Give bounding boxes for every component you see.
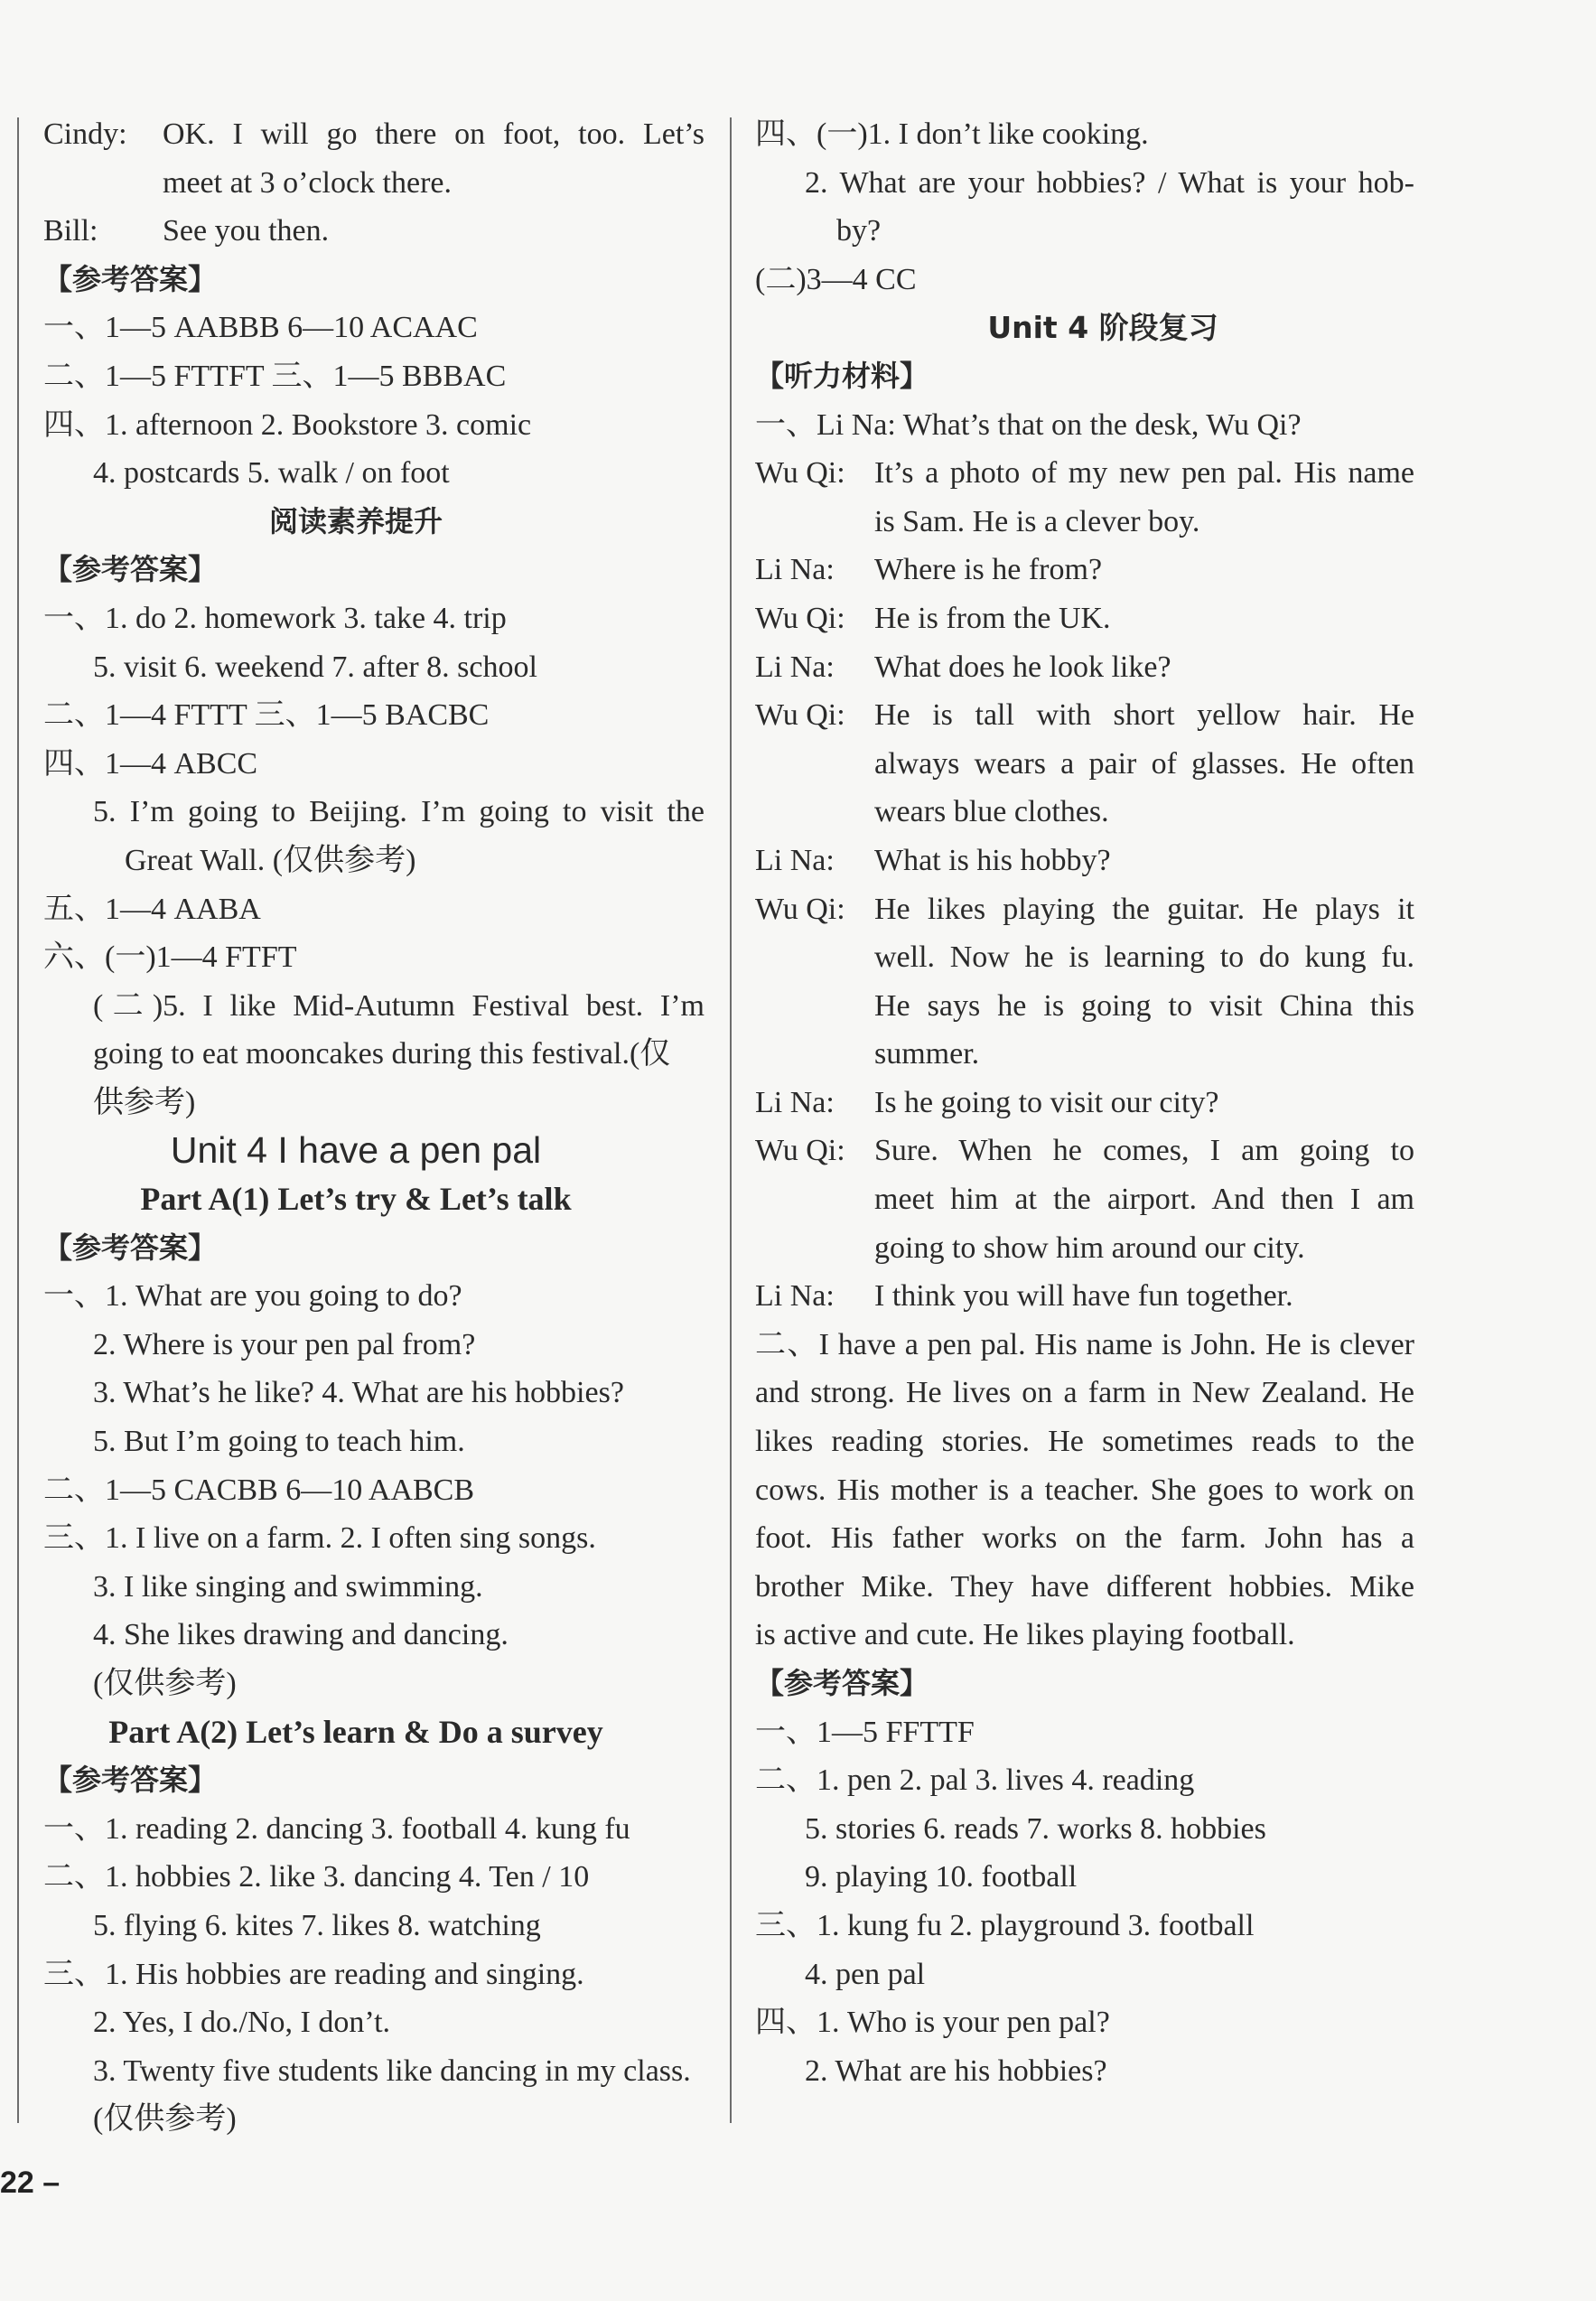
left-margin-rule: [17, 117, 19, 2123]
speaker: Li Na:: [755, 1085, 835, 1119]
answer-line: (仅供参考): [93, 2102, 237, 2137]
answer-line: 六、(一)1—4 FTFT: [43, 940, 297, 975]
passage-line: 二、I have a pen pal. His name is John. He is clever: [755, 1327, 1414, 1361]
answer-key-label: 【参考答案】: [43, 1230, 218, 1265]
answer-line: (二)5. I like Mid-Autumn Festival best. I’m: [93, 988, 705, 1023]
answer-line: 二、1. pen 2. pal 3. lives 4. reading: [755, 1763, 1195, 1798]
answer-line: 四、(一)1. I don’t like cooking.: [755, 117, 1149, 151]
dialog-text: wears blue clothes.: [874, 795, 1109, 829]
answer-line: 5. visit 6. weekend 7. after 8. school: [93, 650, 537, 684]
answer-line: 四、1. Who is your pen pal?: [755, 2006, 1110, 2040]
section-title: Unit 4 阶段复习: [987, 310, 1218, 346]
answer-line: 2. What are his hobbies?: [805, 2053, 1107, 2088]
dialog-text: Is he going to visit our city?: [874, 1085, 1219, 1119]
answer-line: 一、1. reading 2. dancing 3. football 4. kung fu: [43, 1811, 630, 1846]
speaker: Cindy:: [43, 117, 127, 151]
dialog-line: 一、Li Na: What’s that on the desk, Wu Qi?: [755, 407, 1302, 442]
answer-key-label: 【参考答案】: [43, 261, 218, 296]
answer-line: 一、1. do 2. homework 3. take 4. trip: [43, 601, 507, 635]
answer-line: 3. Twenty five students like dancing in my class.: [93, 2053, 691, 2088]
dialog-text: meet him at the airport. And then I am: [874, 1183, 1414, 1217]
dialog-text: going to show him around our city.: [874, 1230, 1305, 1265]
answer-line: 四、1. afternoon 2. Bookstore 3. comic: [43, 407, 532, 442]
dialog-text: summer.: [874, 1037, 980, 1071]
answer-key-label: 【参考答案】: [755, 1666, 929, 1700]
speaker: Li Na:: [755, 1279, 835, 1314]
speaker: Li Na:: [755, 843, 835, 877]
dialog-line: [755, 885, 1414, 934]
dialog-text: He is tall with short yellow hair. He: [874, 698, 1414, 733]
answer-line: 3. I like singing and swimming.: [93, 1569, 483, 1604]
answer-key-label: 【参考答案】: [43, 1763, 218, 1798]
dialog-text: well. Now he is learning to do kung fu.: [874, 940, 1414, 975]
answer-line: 二、1—4 FTTT 三、1—5 BACBC: [43, 698, 490, 733]
dialog-text: He says he is going to visit China this: [874, 988, 1414, 1023]
answer-line: 4. postcards 5. walk / on foot: [93, 456, 450, 491]
passage-line: is active and cute. He likes playing football.: [755, 1618, 1295, 1652]
dialog-line: [755, 933, 1414, 982]
answer-line: (二)3—4 CC: [755, 262, 917, 296]
dialog-text: He is from the UK.: [874, 601, 1111, 635]
speaker: Wu Qi:: [755, 1134, 845, 1168]
dialog-line: [755, 594, 1414, 643]
part-title: Part A(2) Let’s learn & Do a survey: [108, 1713, 603, 1750]
dialog-text: Sure. When he comes, I am going to: [874, 1134, 1414, 1168]
speaker: Wu Qi:: [755, 601, 845, 635]
unit-title: Unit 4 I have a pen pal: [170, 1129, 542, 1172]
answer-line: 4. She likes drawing and dancing.: [93, 1618, 509, 1652]
answer-line: 5. flying 6. kites 7. likes 8. watching: [93, 1908, 541, 1942]
speaker: Li Na:: [755, 553, 835, 587]
dialog-text: What is his hobby?: [874, 843, 1111, 877]
dialog-text: I think you will have fun together.: [874, 1279, 1293, 1314]
left-column: [43, 110, 705, 2144]
dialog-line: [755, 1272, 1414, 1321]
answer-line: 一、1—5 AABBB 6—10 ACAAC: [43, 311, 478, 345]
dialog-text: Where is he from?: [874, 553, 1103, 587]
answer-line: 四、1—4 ABCC: [43, 746, 258, 781]
answer-line: 2. Where is your pen pal from?: [93, 1327, 476, 1361]
dialog-line: [755, 1079, 1414, 1127]
answer-line: 5. stories 6. reads 7. works 8. hobbies: [805, 1811, 1266, 1846]
answer-line: 9. playing 10. football: [805, 1860, 1078, 1894]
answer-line: 5. I’m going to Beijing. I’m going to visit the: [93, 795, 705, 829]
answer-line: 二、1—5 FTTFT 三、1—5 BBBAC: [43, 359, 507, 393]
dialog-line: [755, 546, 1414, 594]
answer-line: Great Wall. (仅供参考): [125, 843, 416, 877]
dialog-text: See you then.: [163, 214, 330, 248]
dialog-text: meet at 3 o’clock there.: [163, 165, 453, 200]
passage-line: foot. His father works on the farm. John has a: [755, 1521, 1414, 1556]
right-column: [755, 110, 1414, 2095]
answer-line: 一、1. What are you going to do?: [43, 1279, 462, 1314]
answer-line: 一、1—5 FFTTF: [755, 1715, 975, 1749]
answer-key-label: 【参考答案】: [43, 552, 218, 587]
dialog-text: It’s a photo of my new pen pal. His name: [874, 456, 1414, 491]
part-title: Part A(1) Let’s try & Let’s talk: [140, 1181, 572, 1218]
passage-line: cows. His mother is a teacher. She goes to work on: [755, 1473, 1414, 1507]
speaker: Wu Qi:: [755, 892, 845, 926]
passage-line: and strong. He lives on a farm in New Zealand. He: [755, 1376, 1414, 1410]
answer-line: 3. What’s he like? 4. What are his hobbies?: [93, 1376, 624, 1410]
dialog-text: He likes playing the guitar. He plays it: [874, 892, 1414, 926]
dialog-line: [755, 449, 1414, 498]
speaker: Li Na:: [755, 650, 835, 684]
answer-line: 5. But I’m going to teach him.: [93, 1425, 465, 1459]
passage-line: brother Mike. They have different hobbies. Mike: [755, 1569, 1414, 1604]
listening-material-label: 【听力材料】: [755, 358, 929, 393]
dialog-line: [43, 207, 705, 256]
answer-line: 五、1—4 AABA: [43, 892, 261, 926]
answer-line: 4. pen pal: [805, 1957, 926, 1991]
answer-line: 二、1. hobbies 2. like 3. dancing 4. Ten / 10: [43, 1860, 590, 1894]
dialog-text: is Sam. He is a clever boy.: [874, 504, 1200, 538]
answer-line: 2. Yes, I do./No, I don’t.: [93, 2006, 391, 2040]
dialog-line: [755, 740, 1414, 789]
dialog-text: always wears a pair of glasses. He often: [874, 746, 1414, 781]
dialog-line: [755, 837, 1414, 885]
page-number: 22 –: [0, 2165, 61, 2200]
answer-line: (仅供参考): [93, 1667, 237, 1700]
dialog-line: [755, 1175, 1414, 1224]
answer-line: 三、1. I live on a farm. 2. I often sing songs.: [43, 1521, 596, 1556]
dialog-line: [755, 982, 1414, 1031]
section-title: 阅读素养提升: [268, 503, 443, 538]
column-divider: [730, 117, 732, 2123]
dialog-text: What does he look like?: [874, 650, 1171, 684]
dialog-line: [755, 691, 1414, 740]
answer-line: going to eat mooncakes during this festival.(仅: [93, 1037, 671, 1071]
dialog-line: [755, 643, 1414, 692]
passage-line: likes reading stories. He sometimes reads to the: [755, 1425, 1414, 1459]
answer-line: 三、1. His hobbies are reading and singing.: [43, 1957, 584, 1991]
answer-line: 二、1—5 CACBB 6—10 AABCB: [43, 1473, 475, 1507]
answer-line: 供参考): [93, 1085, 196, 1119]
speaker: Wu Qi:: [755, 698, 845, 733]
answer-line: by?: [836, 214, 882, 248]
dialog-text: OK. I will go there on foot, too. Let’s: [163, 117, 705, 151]
answer-line: 三、1. kung fu 2. playground 3. football: [755, 1908, 1255, 1942]
speaker: Wu Qi:: [755, 456, 845, 491]
dialog-line: [755, 1127, 1414, 1175]
answer-line: 2. What are your hobbies? / What is your hob-: [805, 165, 1414, 200]
speaker: Bill:: [43, 214, 98, 248]
dialog-line: [43, 110, 705, 159]
